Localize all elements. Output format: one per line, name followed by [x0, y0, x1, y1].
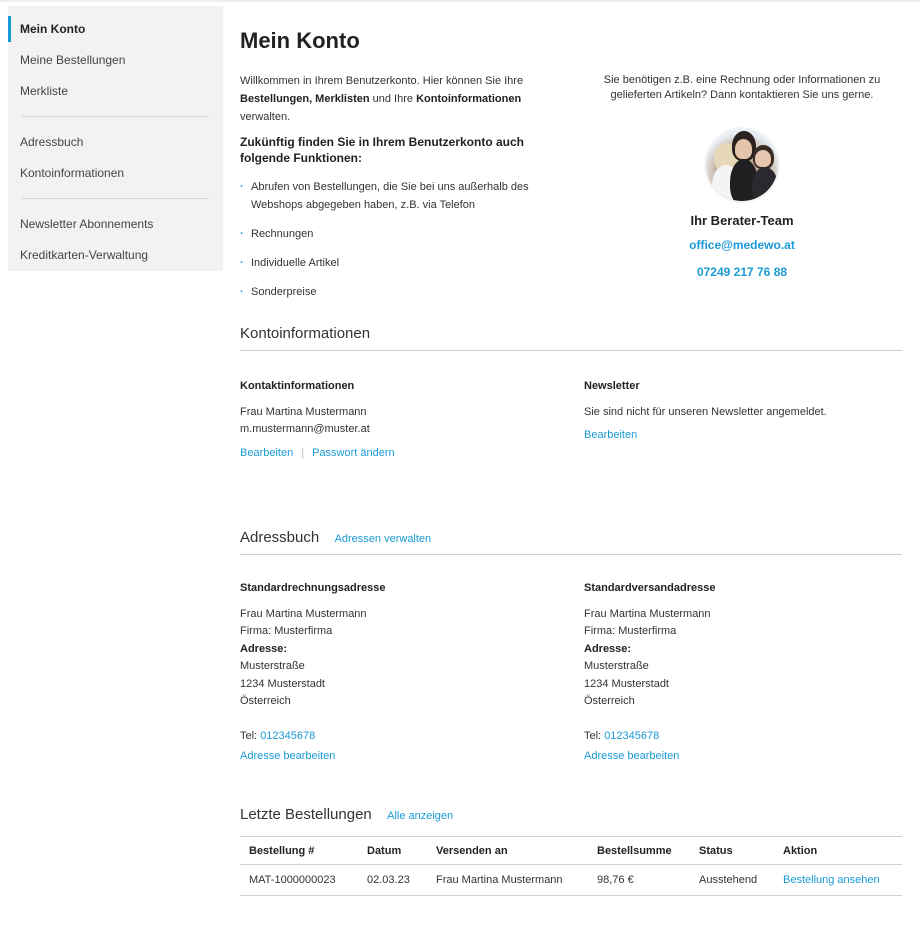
billing-country: Österreich: [240, 695, 291, 707]
section-kontoinformationen: [240, 325, 902, 351]
billing-address-title: Standardrechnungsadresse: [240, 582, 386, 594]
team-email-link[interactable]: office@medewo.at: [689, 238, 795, 252]
sidebar-item-mein-konto[interactable]: Mein Konto: [8, 16, 223, 42]
sidebar-item-kreditkarten[interactable]: Kreditkarten-Verwaltung: [20, 248, 149, 262]
newsletter-status: Sie sind nicht für unseren Newsletter angemeldet.: [584, 405, 827, 418]
column-header: Bestellsumme: [588, 837, 690, 865]
account-links: [240, 445, 560, 463]
shipping-tel-line: [584, 728, 904, 746]
shipping-company: Firma: Musterfirma: [584, 625, 677, 637]
billing-street: Musterstraße: [240, 660, 305, 672]
link-separator: |: [301, 446, 305, 459]
sidebar-item-newsletter[interactable]: Newsletter Abonnements: [20, 217, 154, 231]
table-row: [240, 865, 902, 896]
billing-address-label: Adresse:: [240, 642, 288, 655]
contact-text: Sie benötigen z.B. eine Rechnung oder Informationen zu gelieferten Artikeln? Dann kontaktieren Sie uns gerne.: [603, 74, 881, 101]
column-header: Status: [690, 837, 774, 865]
sidebar-item-meine-bestellungen[interactable]: Meine Bestellungen: [20, 53, 126, 67]
advisor-team-avatar: [704, 127, 780, 203]
future-features-heading: Zukünftig finden Sie in Ihrem Benutzerkonto auch folgende Funktionen:: [240, 135, 525, 165]
feature-item: · Individuelle Artikel: [240, 254, 560, 272]
newsletter-block: [584, 378, 904, 445]
sidebar-divider: [22, 198, 209, 199]
section-adressbuch: [240, 529, 902, 555]
intro-text-part: und Ihre: [369, 93, 417, 105]
sidebar-item-kontoinformationen[interactable]: Kontoinformationen: [20, 166, 125, 180]
advisor-contact-box: [580, 73, 904, 280]
intro-text: [240, 72, 560, 126]
column-header: Bestellung #: [240, 837, 358, 865]
order-ship-to: Frau Martina Mustermann: [427, 865, 588, 896]
feature-item: · Abrufen von Bestellungen, die Sie bei uns außerhalb des Webshops abgegeben haben, z.B. via Telefon: [240, 178, 560, 214]
shipping-name: Frau Martina Mustermann: [584, 607, 711, 620]
newsletter-links: [584, 427, 904, 445]
intro-block: [240, 72, 560, 312]
billing-tel-link[interactable]: 012345678: [260, 729, 316, 742]
shipping-country: Österreich: [584, 695, 635, 707]
show-all-orders-link[interactable]: Alle anzeigen: [387, 810, 454, 822]
shipping-address-block: [584, 580, 904, 766]
billing-address-block: [240, 580, 560, 766]
shipping-city: 1234 Musterstadt: [584, 677, 669, 690]
view-order-link[interactable]: Bestellung ansehen: [783, 874, 880, 886]
manage-addresses-link[interactable]: Adressen verwalten: [334, 533, 432, 545]
account-email: m.mustermann@muster.at: [240, 423, 370, 435]
edit-shipping-address-link[interactable]: Adresse bearbeiten: [584, 750, 680, 762]
account-name: Frau Martina Mustermann: [240, 405, 367, 418]
column-header: Datum: [358, 837, 427, 865]
feature-item: · Rechnungen: [240, 225, 560, 243]
column-header: Versenden an: [427, 837, 588, 865]
billing-tel-line: [240, 728, 560, 746]
shipping-address-label: Adresse:: [584, 642, 632, 655]
team-phone-link[interactable]: 07249 217 76 88: [696, 265, 788, 279]
team-title: Ihr Berater-Team: [690, 213, 794, 228]
section-title: Adressbuch: [240, 529, 320, 546]
top-border: [0, 0, 920, 2]
shipping-tel-link[interactable]: 012345678: [604, 729, 660, 742]
column-header: Aktion: [774, 837, 902, 865]
order-total: 98,76 €: [588, 865, 690, 896]
billing-name: Frau Martina Mustermann: [240, 607, 367, 620]
sidebar-divider: [22, 116, 209, 117]
intro-text-part: verwalten.: [240, 111, 291, 123]
intro-bold-part: Bestellungen, Merklisten: [240, 93, 370, 105]
account-sidebar: [8, 6, 223, 271]
tel-label: Tel:: [584, 729, 605, 742]
shipping-street: Musterstraße: [584, 660, 649, 672]
sidebar-item-adressbuch[interactable]: Adressbuch: [20, 135, 84, 149]
page-title: Mein Konto: [240, 28, 360, 53]
billing-company: Firma: Musterfirma: [240, 625, 333, 637]
intro-text-part: Willkommen in Ihrem Benutzerkonto. Hier können Sie Ihre: [240, 75, 524, 87]
order-status: Ausstehend: [690, 865, 774, 896]
newsletter-title: Newsletter: [584, 380, 640, 392]
tel-label: Tel:: [240, 729, 261, 742]
sidebar-item-merkliste[interactable]: Merkliste: [20, 84, 69, 98]
intro-bold-part: Kontoinformationen: [416, 93, 522, 105]
change-password-link[interactable]: Passwort ändern: [312, 446, 395, 459]
edit-newsletter-link[interactable]: Bearbeiten: [584, 429, 638, 441]
feature-item: · Sonderpreise: [240, 283, 560, 301]
order-date: 02.03.23: [358, 865, 427, 896]
feature-list: [240, 178, 560, 301]
contact-info-title: Kontaktinformationen: [240, 380, 355, 392]
contact-info-block: [240, 378, 560, 462]
section-title: Letzte Bestellungen: [240, 806, 372, 823]
table-header-row: [240, 837, 902, 865]
section-letzte-bestellungen: [240, 806, 902, 831]
order-number: MAT-1000000023: [240, 865, 358, 896]
recent-orders-table: [240, 836, 902, 896]
edit-account-link[interactable]: Bearbeiten: [240, 446, 294, 459]
billing-city: 1234 Musterstadt: [240, 677, 325, 690]
section-title: Kontoinformationen: [240, 325, 371, 342]
shipping-address-title: Standardversandadresse: [584, 582, 716, 594]
edit-billing-address-link[interactable]: Adresse bearbeiten: [240, 750, 336, 762]
